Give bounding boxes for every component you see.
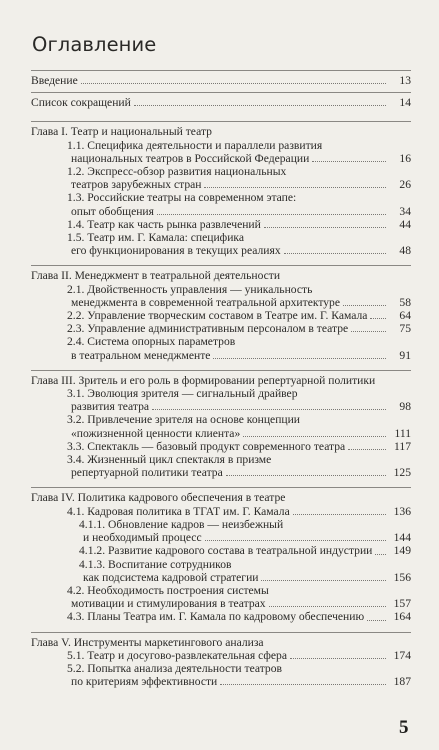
toc-entry[interactable] [31, 218, 411, 231]
entry-page: 136 [393, 504, 411, 518]
dot-leader [205, 539, 386, 541]
entry-title: мотивации и стимулирования в театрах [71, 597, 266, 611]
dot-leader [351, 330, 386, 332]
dot-leader [367, 619, 386, 621]
entry-title: национальных театров в Российской Федерации [71, 151, 310, 165]
entry-title: репертуарной политики театра [71, 466, 223, 480]
entry-page: 44 [399, 217, 411, 231]
dot-leader [261, 579, 386, 581]
entry-page: 14 [399, 96, 411, 110]
dot-leader [370, 317, 386, 319]
entry-title: 5.1. Театр и досугово-развлекательная сфера [67, 648, 287, 662]
toc-entry[interactable] [31, 205, 411, 218]
toc-entry[interactable] [31, 244, 411, 257]
dot-leader [226, 474, 386, 476]
toc-entry[interactable] [31, 96, 411, 109]
entry-page: 98 [399, 400, 411, 414]
entry-page: 26 [399, 178, 411, 192]
dot-leader [348, 448, 386, 450]
entry-page: 58 [399, 295, 411, 309]
entry-title[interactable]: 5.2. Попытка анализа деятельности театров [67, 661, 282, 675]
entry-title: менеджмента в современной театральной архитектуре [71, 295, 340, 309]
entry-title: опыт обобщения [71, 204, 154, 218]
entry-title: Список сокращений [31, 96, 131, 110]
dot-leader [220, 683, 386, 685]
dot-leader [243, 435, 386, 437]
entry-title: «пожизненной ценности клиента» [71, 426, 241, 440]
entry-page: 156 [393, 570, 411, 584]
entry-title[interactable]: 1.3. Российские театры на современном этапе: [67, 191, 297, 205]
toc-entry[interactable] [31, 427, 411, 440]
entry-title[interactable]: 1.2. Экспресс-обзор развития национальных [67, 165, 287, 179]
toc-entry[interactable] [31, 505, 411, 518]
dot-leader [81, 82, 386, 84]
toc-entry[interactable] [31, 675, 411, 688]
entry-title[interactable]: 4.2. Необходимость построения системы [67, 583, 269, 597]
toc-entry[interactable] [31, 296, 411, 309]
dot-leader [157, 213, 386, 215]
dot-leader [269, 605, 386, 607]
toc-entry[interactable] [31, 610, 411, 623]
entry-page: 125 [393, 466, 411, 480]
entry-page: 91 [399, 348, 411, 362]
dot-leader [312, 160, 386, 162]
entry-title[interactable]: 4.1.3. Воспитание сотрудников [79, 557, 232, 571]
entry-page: 187 [393, 675, 411, 689]
entry-title: развития театра [71, 400, 150, 414]
chapter-title[interactable]: Глава I. Театр и национальный театр [31, 125, 212, 139]
toc-chapter-5 [31, 632, 411, 691]
dot-leader [343, 304, 386, 306]
entry-title[interactable]: 2.1. Двойственность управления — уникальность [67, 282, 313, 296]
entry-title[interactable]: 4.1.1. Обновление кадров — неизбежный [79, 517, 284, 531]
dot-leader [375, 553, 386, 555]
entry-title[interactable]: 3.4. Жизненный цикл спектакля в призме [67, 453, 272, 467]
dot-leader [213, 357, 386, 359]
dot-leader [134, 104, 386, 106]
entry-title: 2.2. Управление творческим составом в Театре им. Г. Камала [67, 309, 368, 323]
dot-leader [152, 408, 386, 410]
toc-entry[interactable] [31, 571, 411, 584]
chapter-title[interactable]: Глава IV. Политика кадрового обеспечения в театре [31, 491, 286, 505]
entry-title[interactable]: 1.1. Специфика деятельности и параллели развития [67, 138, 323, 152]
toc-entry[interactable] [31, 544, 411, 557]
entry-page: 64 [399, 309, 411, 323]
entry-page: 174 [393, 648, 411, 662]
entry-page: 149 [393, 544, 411, 558]
toc-entry[interactable] [31, 152, 411, 165]
entry-title: в театральном менеджменте [71, 348, 211, 362]
toc-chapter-4 [31, 487, 411, 631]
toc-entry[interactable] [31, 466, 411, 479]
entry-title: 4.1.2. Развитие кадрового состава в театральной индустрии [79, 544, 373, 558]
entry-page: 48 [399, 244, 411, 258]
entry-title[interactable]: 3.1. Эволюция зрителя — сигнальный драйвер [67, 387, 298, 401]
entry-page: 13 [399, 74, 411, 87]
entry-title: 4.3. Планы Театра им. Г. Камала по кадровому обеспечению [67, 610, 365, 624]
entry-title: по критериям эффективности [71, 675, 218, 689]
dot-leader [290, 657, 386, 659]
entry-title[interactable]: 1.5. Театр им. Г. Камала: специфика [67, 231, 245, 245]
entry-title: и необходимый процесс [83, 531, 202, 545]
entry-title[interactable]: 2.4. Система опорных параметров [67, 335, 236, 349]
dot-leader [264, 226, 386, 228]
dot-leader [204, 186, 386, 188]
toc-entry[interactable] [31, 440, 411, 453]
entry-title: его функционирования в текущих реалиях [71, 244, 281, 258]
entry-page: 16 [399, 151, 411, 165]
page-number: 5 [399, 717, 409, 738]
toc-entry[interactable] [31, 309, 411, 322]
entry-title: театров зарубежных стран [71, 178, 202, 192]
entry-page: 111 [394, 426, 411, 440]
toc-section-intro [31, 70, 411, 92]
entry-title[interactable]: 3.2. Привлечение зрителя на основе концепции [67, 413, 301, 427]
toc-chapter-2 [31, 265, 411, 369]
chapter-title[interactable]: Глава III. Зритель и его роль в формировании репертуарной политики [31, 373, 376, 387]
page-title: Оглавление [32, 33, 157, 56]
entry-title: 1.4. Театр как часть рынка развлечений [67, 217, 261, 231]
toc-entry[interactable] [31, 349, 411, 362]
toc-entry[interactable] [31, 531, 411, 544]
entry-page: 157 [393, 597, 411, 611]
table-of-contents [31, 70, 411, 690]
entry-page: 144 [393, 531, 411, 545]
toc-section-abbreviations [31, 92, 411, 121]
chapter-title[interactable]: Глава II. Менеджмент в театральной деятельности [31, 269, 281, 283]
chapter-title[interactable]: Глава V. Инструменты маркетингового анализа [31, 635, 264, 649]
toc-entry[interactable] [31, 400, 411, 413]
toc-chapter-3 [31, 370, 411, 488]
toc-entry[interactable] [31, 322, 411, 335]
dot-leader [284, 252, 386, 254]
entry-page: 75 [399, 322, 411, 336]
entry-title: 2.3. Управление административным персоналом в театре [67, 322, 349, 336]
entry-title: 3.3. Спектакль — базовый продукт современного театра [67, 439, 346, 453]
dot-leader [293, 513, 386, 515]
entry-page: 117 [394, 439, 411, 453]
toc-chapter-1 [31, 121, 411, 265]
toc-entry[interactable] [31, 74, 411, 87]
entry-page: 164 [393, 610, 411, 624]
toc-entry[interactable] [31, 649, 411, 662]
entry-title: Введение [31, 74, 78, 87]
entry-title: как подсистема кадровой стратегии [83, 570, 259, 584]
entry-title: 4.1. Кадровая политика в ТГАТ им. Г. Камала [67, 504, 290, 518]
toc-entry[interactable] [31, 178, 411, 191]
toc-entry[interactable] [31, 597, 411, 610]
entry-page: 34 [399, 204, 411, 218]
